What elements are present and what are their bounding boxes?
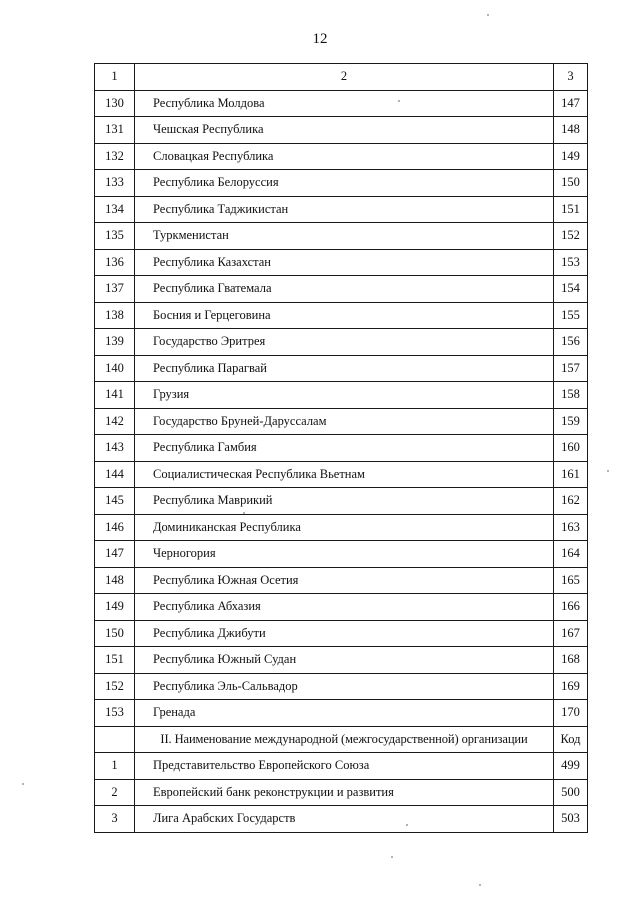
row-name: Республика Гватемала [135, 276, 554, 303]
row-code: 152 [554, 223, 588, 250]
row-number: 148 [95, 567, 135, 594]
row-number: 139 [95, 329, 135, 356]
row-number: 152 [95, 673, 135, 700]
scan-speck [22, 783, 24, 785]
row-code: 163 [554, 514, 588, 541]
row-code: 161 [554, 461, 588, 488]
row-name: Республика Парагвай [135, 355, 554, 382]
row-code: 499 [554, 753, 588, 780]
row-code: 166 [554, 594, 588, 621]
row-code: 160 [554, 435, 588, 462]
table-row [95, 673, 588, 700]
row-name: Республика Джибути [135, 620, 554, 647]
row-number: 145 [95, 488, 135, 515]
table-row [95, 170, 588, 197]
row-number: 141 [95, 382, 135, 409]
row-code: 169 [554, 673, 588, 700]
row-name: Республика Абхазия [135, 594, 554, 621]
row-number: 136 [95, 249, 135, 276]
row-name: Туркменистан [135, 223, 554, 250]
table-row [95, 461, 588, 488]
row-name: Словацкая Республика [135, 143, 554, 170]
scan-speck [391, 856, 393, 858]
table-row [95, 355, 588, 382]
table-row [95, 806, 588, 833]
registry-table [94, 63, 588, 833]
row-number: 130 [95, 90, 135, 117]
table-row [95, 276, 588, 303]
table-row [95, 567, 588, 594]
table-row [95, 620, 588, 647]
scan-speck [479, 884, 481, 886]
scan-speck [487, 14, 489, 16]
row-number: 133 [95, 170, 135, 197]
row-name: Республика Южная Осетия [135, 567, 554, 594]
row-number: 2 [95, 779, 135, 806]
row-code: 503 [554, 806, 588, 833]
row-number: 131 [95, 117, 135, 144]
row-name: Лига Арабских Государств [135, 806, 554, 833]
row-number: 144 [95, 461, 135, 488]
row-number: 3 [95, 806, 135, 833]
table-row [95, 302, 588, 329]
row-name: Республика Гамбия [135, 435, 554, 462]
table-row [95, 90, 588, 117]
row-number: 138 [95, 302, 135, 329]
row-code: 165 [554, 567, 588, 594]
row-code: 162 [554, 488, 588, 515]
row-number: 134 [95, 196, 135, 223]
row-number: 147 [95, 541, 135, 568]
header-col-2: 2 [135, 64, 554, 91]
row-code: 153 [554, 249, 588, 276]
row-code: 150 [554, 170, 588, 197]
page-number: 12 [312, 31, 328, 47]
row-number: 149 [95, 594, 135, 621]
table-row [95, 647, 588, 674]
row-name: Государство Бруней-Даруссалам [135, 408, 554, 435]
row-code: 158 [554, 382, 588, 409]
table-row [95, 223, 588, 250]
row-number: 143 [95, 435, 135, 462]
row-name: Республика Эль-Сальвадор [135, 673, 554, 700]
table-row [95, 329, 588, 356]
row-code: 157 [554, 355, 588, 382]
table-row [95, 435, 588, 462]
row-name: Социалистическая Республика Вьетнам [135, 461, 554, 488]
row-name: Черногория [135, 541, 554, 568]
row-code: 159 [554, 408, 588, 435]
row-name: Представительство Европейского Союза [135, 753, 554, 780]
row-name: II. Наименование международной (межгосударственной) организации [135, 726, 554, 753]
row-name: Государство Эритрея [135, 329, 554, 356]
row-name: Доминиканская Республика [135, 514, 554, 541]
scan-speck [406, 824, 408, 826]
row-name: Грузия [135, 382, 554, 409]
row-number: 137 [95, 276, 135, 303]
row-code: 148 [554, 117, 588, 144]
row-number: 132 [95, 143, 135, 170]
table-row [95, 753, 588, 780]
table-row [95, 408, 588, 435]
section-header-row [95, 726, 588, 753]
table-row [95, 594, 588, 621]
scan-speck [243, 512, 245, 514]
table-row [95, 117, 588, 144]
row-name: Республика Маврикий [135, 488, 554, 515]
row-code: 155 [554, 302, 588, 329]
header-col-3: 3 [554, 64, 588, 91]
table-row [95, 514, 588, 541]
row-number: 153 [95, 700, 135, 727]
row-number: 135 [95, 223, 135, 250]
table-row [95, 488, 588, 515]
row-code: 147 [554, 90, 588, 117]
row-number: 150 [95, 620, 135, 647]
row-number: 1 [95, 753, 135, 780]
row-code: Код [554, 726, 588, 753]
registry-table-body [95, 64, 588, 833]
table-row [95, 249, 588, 276]
scan-speck [398, 100, 400, 102]
row-name: Босния и Герцеговина [135, 302, 554, 329]
row-code: 500 [554, 779, 588, 806]
row-name: Республика Белоруссия [135, 170, 554, 197]
row-name: Гренада [135, 700, 554, 727]
row-code: 168 [554, 647, 588, 674]
row-name: Республика Южный Судан [135, 647, 554, 674]
row-code: 149 [554, 143, 588, 170]
row-code: 156 [554, 329, 588, 356]
row-name: Чешская Республика [135, 117, 554, 144]
row-code: 154 [554, 276, 588, 303]
row-code: 170 [554, 700, 588, 727]
row-code: 151 [554, 196, 588, 223]
row-name: Европейский банк реконструкции и развития [135, 779, 554, 806]
table-row [95, 196, 588, 223]
table-header-row [95, 64, 588, 91]
row-number: 146 [95, 514, 135, 541]
table-row [95, 541, 588, 568]
row-number [95, 726, 135, 753]
table-row [95, 382, 588, 409]
row-number: 140 [95, 355, 135, 382]
table-row [95, 143, 588, 170]
scan-speck [607, 470, 609, 472]
row-number: 142 [95, 408, 135, 435]
table-row [95, 779, 588, 806]
row-code: 164 [554, 541, 588, 568]
row-number: 151 [95, 647, 135, 674]
row-name: Республика Казахстан [135, 249, 554, 276]
row-code: 167 [554, 620, 588, 647]
row-name: Республика Молдова [135, 90, 554, 117]
row-name: Республика Таджикистан [135, 196, 554, 223]
header-col-1: 1 [95, 64, 135, 91]
table-row [95, 700, 588, 727]
